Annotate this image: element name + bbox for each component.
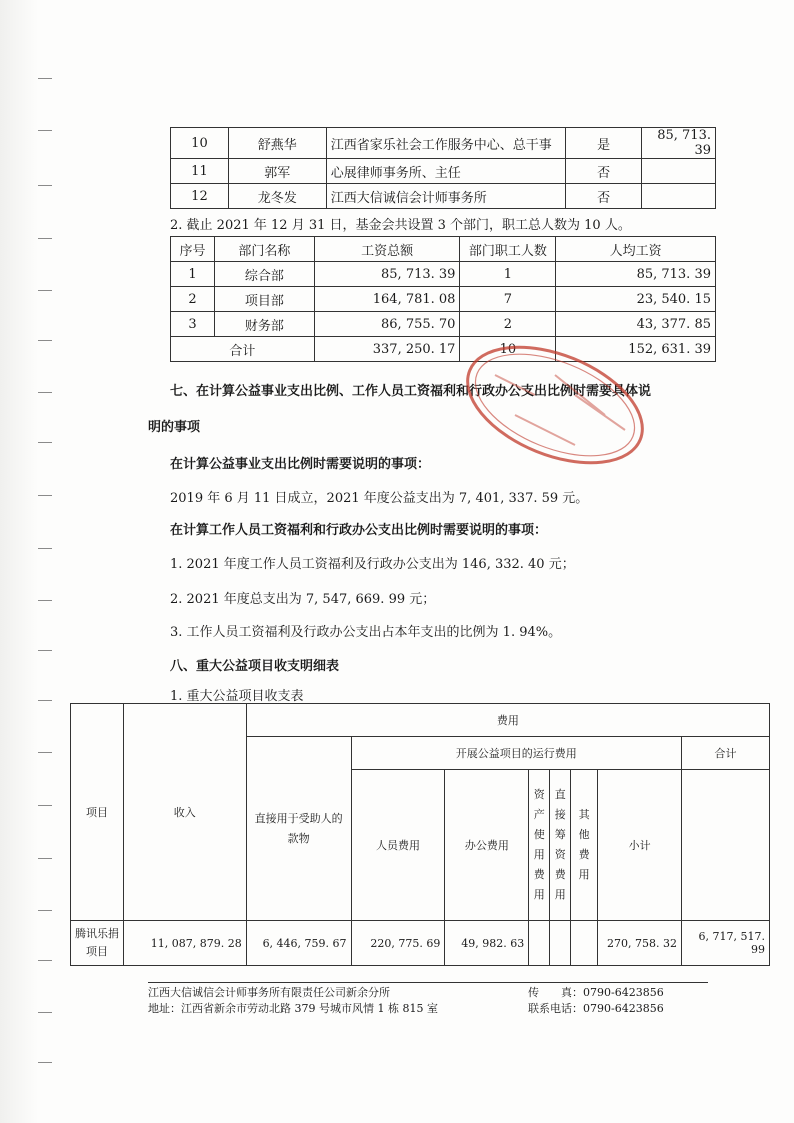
project-direct-fundraising — [550, 921, 571, 966]
row-number: 12 — [171, 184, 229, 209]
dept-count: 2 — [460, 312, 556, 337]
dept-count: 7 — [460, 287, 556, 312]
header-asset-use-text: 资产使用费用 — [533, 788, 545, 901]
header-staff-costs: 人员费用 — [351, 770, 445, 921]
row-number: 10 — [171, 128, 229, 159]
margin-mark — [38, 1062, 52, 1063]
section7-paragraph-3: 2. 2021 年度总支出为 7, 547, 669. 99 元； — [170, 592, 436, 607]
margin-mark — [38, 290, 52, 291]
header-office-costs: 办公费用 — [445, 770, 529, 921]
margin-mark — [38, 340, 52, 341]
project-office-costs: 49, 982. 63 — [445, 921, 529, 966]
member-amount — [642, 159, 716, 184]
header-expense: 费用 — [246, 704, 769, 737]
header-operating-costs: 开展公益项目的运行费用 — [351, 737, 682, 770]
header-total: 合计 — [682, 737, 770, 770]
table-row — [171, 262, 716, 287]
dept-avg: 23, 540. 15 — [556, 287, 716, 312]
footer — [148, 985, 708, 1017]
margin-mark — [38, 910, 52, 911]
header-cell: 序号 — [171, 237, 215, 262]
dept-name: 综合部 — [214, 262, 314, 287]
project-total: 6, 717, 517. 99 — [682, 921, 770, 966]
dept-avg: 43, 377. 85 — [556, 312, 716, 337]
total-label: 合计 — [171, 337, 315, 362]
project-other — [571, 921, 598, 966]
section7-subheading-1: 在计算公益事业支出比例时需要说明的事项： — [170, 457, 431, 472]
header-other — [571, 770, 598, 921]
margin-mark — [38, 238, 52, 239]
table-row — [171, 287, 716, 312]
footer-fax: 传 真：0790-6423856 — [528, 986, 664, 999]
member-flag: 否 — [566, 159, 642, 184]
table-row — [171, 128, 716, 159]
header-cell: 部门名称 — [214, 237, 314, 262]
section8-title: 八、重大公益项目收支明细表 — [170, 659, 340, 674]
project-name: 腾讯乐捐项目 — [71, 921, 124, 966]
margin-mark — [38, 752, 52, 753]
header-direct-fundraising — [550, 770, 571, 921]
project-direct-aid: 6, 446, 759. 67 — [246, 921, 351, 966]
footer-company: 江西大信诚信会计师事务所有限责任公司新余分所 — [148, 986, 390, 999]
dept-name: 财务部 — [214, 312, 314, 337]
red-seal-stamp — [455, 335, 655, 475]
member-organization: 江西省家乐社会工作服务中心、总干事 — [326, 128, 566, 159]
member-name: 龙冬发 — [228, 184, 326, 209]
margin-mark — [38, 130, 52, 131]
header-direct-fundraising-text: 直接筹资费用 — [554, 788, 566, 901]
dept-number: 1 — [171, 262, 215, 287]
header-project: 项目 — [71, 704, 124, 921]
member-flag: 否 — [566, 184, 642, 209]
dept-total: 164, 781. 08 — [314, 287, 460, 312]
margin-mark — [38, 78, 52, 79]
header-cell: 人均工资 — [556, 237, 716, 262]
header-other-text: 其他费用 — [578, 808, 590, 881]
member-flag: 是 — [566, 128, 642, 159]
total-count: 10 — [460, 337, 556, 362]
footer-address: 地址：江西省新余市劳动北路 379 号城市风情 1 栋 815 室 — [148, 1002, 438, 1015]
total-avg: 152, 631. 39 — [556, 337, 716, 362]
section8-subheading-1: 1. 重大公益项目收支表 — [170, 689, 304, 704]
section7-paragraph-4: 3. 工作人员工资福利及行政办公支出占本年支出的比例为 1. 94%。 — [170, 625, 562, 640]
margin-mark — [38, 960, 52, 961]
header-direct-aid: 直接用于受助人的款物 — [246, 737, 351, 921]
margin-mark — [38, 600, 52, 601]
dept-name: 项目部 — [214, 287, 314, 312]
project-income: 11, 087, 879. 28 — [123, 921, 246, 966]
row-number: 11 — [171, 159, 229, 184]
scan-edge — [0, 0, 38, 1123]
project-staff-costs: 220, 775. 69 — [351, 921, 445, 966]
header-cell: 部门职工人数 — [460, 237, 556, 262]
footer-rule — [148, 982, 708, 983]
margin-mark — [38, 495, 52, 496]
footer-phone: 联系电话：0790-6423856 — [528, 1002, 664, 1015]
section7-subheading-2: 在计算工作人员工资福利和行政办公支出比例时需要说明的事项： — [170, 523, 548, 538]
table-row — [71, 921, 770, 966]
section7-paragraph-2: 1. 2021 年度工作人员工资福利及行政办公支出为 146, 332. 40 元； — [170, 557, 575, 572]
table-row — [171, 184, 716, 209]
project-asset-use — [529, 921, 550, 966]
table-header-row — [171, 237, 716, 262]
member-amount: 85, 713. 39 — [642, 128, 716, 159]
section7-paragraph-1: 2019 年 6 月 11 日成立，2021 年度公益支出为 7, 401, 337. 59 元。 — [170, 491, 589, 506]
project-income-expense-table — [70, 703, 770, 966]
margin-mark — [38, 185, 52, 186]
margin-mark — [38, 1012, 52, 1013]
board-members-table — [170, 127, 716, 209]
total-salary: 337, 250. 17 — [314, 337, 460, 362]
margin-mark — [38, 650, 52, 651]
header-asset-use — [529, 770, 550, 921]
project-subtotal: 270, 758. 32 — [598, 921, 682, 966]
member-name: 舒燕华 — [228, 128, 326, 159]
header-subtotal: 小计 — [598, 770, 682, 921]
header-cell: 工资总额 — [314, 237, 460, 262]
dept-total: 85, 713. 39 — [314, 262, 460, 287]
member-organization: 心展律师事务所、主任 — [326, 159, 566, 184]
table-row — [171, 312, 716, 337]
margin-mark — [38, 442, 52, 443]
member-organization: 江西大信诚信会计师事务所 — [326, 184, 566, 209]
margin-mark — [38, 858, 52, 859]
dept-total: 86, 755. 70 — [314, 312, 460, 337]
header-income: 收入 — [123, 704, 246, 921]
member-name: 郭军 — [228, 159, 326, 184]
dept-avg: 85, 713. 39 — [556, 262, 716, 287]
margin-mark — [38, 805, 52, 806]
margin-mark — [38, 548, 52, 549]
dept-number: 3 — [171, 312, 215, 337]
dept-number: 2 — [171, 287, 215, 312]
margin-mark — [38, 392, 52, 393]
member-amount — [642, 184, 716, 209]
dept-count: 1 — [460, 262, 556, 287]
header-total-blank — [682, 770, 770, 921]
dept-intro: 2. 截止 2021 年 12 月 31 日，基金会共设置 3 个部门，职工总人数为 10 人。 — [170, 218, 631, 233]
table-row — [171, 159, 716, 184]
section7-title-line1: 七、在计算公益事业支出比例、工作人员工资福利和行政办公支出比例时需要具体说 — [170, 384, 652, 399]
margin-mark — [38, 700, 52, 701]
section7-title-line2: 明的事项 — [148, 420, 201, 435]
